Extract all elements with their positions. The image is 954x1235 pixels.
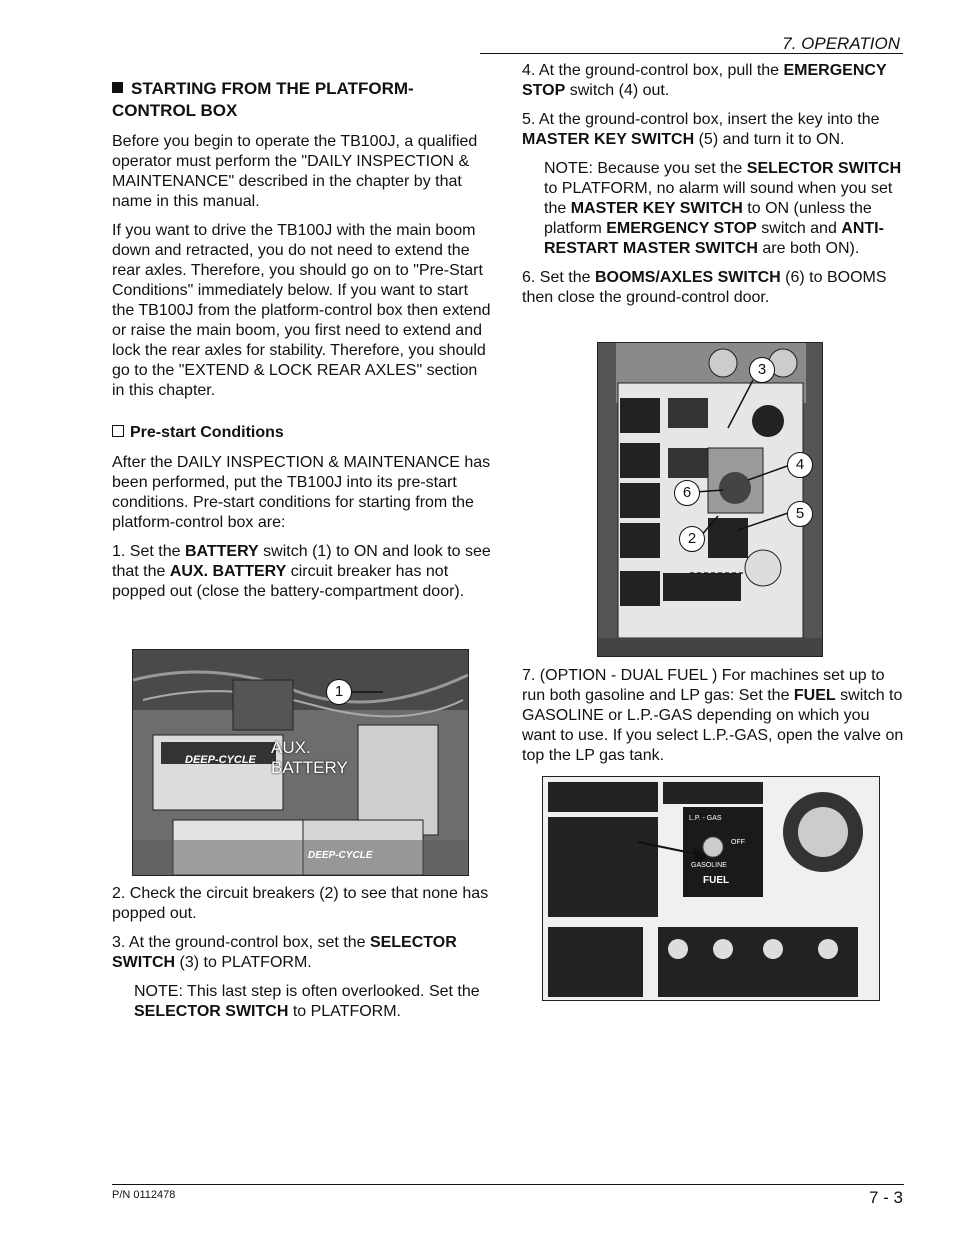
callout-2: 2 [679,526,705,552]
section-title: STARTING FROM THE PLATFORM-CONTROL BOX [112,79,414,120]
callout-4: 4 [787,452,813,478]
step-6: 6. Set the BOOMS/AXLES SWITCH (6) to BOOMS then close the ground-control door. [522,269,887,306]
step-4: 4. At the ground-control box, pull the EMERGENCY STOP switch (4) out. [522,62,887,99]
fuel-label: FUEL [703,875,730,886]
fuel-switch-image [543,777,879,1000]
lp-gas-label: L.P. - GAS [689,815,722,822]
section-header: 7. OPERATION [782,34,900,53]
note-2: NOTE: Because you set the SELECTOR SWITCH to PLATFORM, no alarm will sound when you set the MASTER KEY SWITCH to ON (unless the platform EMERGENCY STOP switch and ANTI-RESTART MASTER SWITCH are both ON). [544,160,902,257]
callout-1: 1 [326,679,352,705]
checkbox-square-icon [112,425,124,437]
right-column-lower [522,666,904,775]
callout-5: 5 [787,501,813,527]
off-label: OFF [731,839,745,846]
header-rule [480,53,903,54]
footer-rule [112,1184,904,1185]
gasoline-label: GASOLINE [691,862,727,869]
bullet-square-icon [112,82,123,93]
step-3: 3. At the ground-control box, set the SELECTOR SWITCH (3) to PLATFORM. [112,934,457,971]
step-5: 5. At the ground-control box, insert the key into the MASTER KEY SWITCH (5) and turn it to ON. [522,111,880,148]
axles-paragraph: If you want to drive the TB100J with the main boom down and retracted, you do not need to extend the rear axles. Therefore, you should go on to "Pre-Start Conditions" immediately below. If you want to start the TB100J from the platform-control box then extend or raise the main boom, you first need to extend and lock the rear axles for stability. Therefore, you should go to the "EXTEND & LOCK REAR AXLES" section in this chapter. [112,222,491,399]
step-7: 7. (OPTION - DUAL FUEL ) For machines set up to run both gasoline and LP gas: Set the FUEL switch to GASOLINE or L.P.-GAS depending on which you want to use. If you select L.P.-GAS, open the valve on top the LP gas tank. [522,667,904,764]
left-column-lower [112,884,492,1031]
intro-paragraph: Before you begin to operate the TB100J, a qualified operator must perform the "DAILY INSPECTION & MAINTENANCE" described in the chapter by that name in this manual. [112,133,478,210]
part-number: P/N 0112478 [112,1189,176,1201]
callout-leaders [598,343,822,656]
fuel-switch-photo [542,776,880,1001]
callout-leader [133,650,468,875]
battery-photo [132,649,469,876]
callout-3: 3 [749,357,775,383]
page-number: 7 - 3 [868,1188,903,1207]
battery-brand-label-2: DEEP-CYCLE [308,850,373,861]
prestart-paragraph: After the DAILY INSPECTION & MAINTENANCE has been performed, put the TB100J into its pre-start conditions. Pre-start conditions for starting from the platform-control box are: [112,454,491,531]
right-column [522,61,904,317]
aux-battery-label: AUX. BATTERY [271,738,348,777]
subsection-title: Pre-start Conditions [112,423,492,443]
step-2: 2. Check the circuit breakers (2) to see that none has popped out. [112,885,489,922]
battery-brand-label: DEEP-CYCLE [185,754,256,766]
note-1: NOTE: This last step is often overlooked. Set the SELECTOR SWITCH to PLATFORM. [134,983,480,1020]
left-column [112,78,492,611]
step-1: 1. Set the BATTERY switch (1) to ON and look to see that the AUX. BATTERY circuit breaker has not popped out (close the battery-compartment door). [112,543,491,600]
callout-6: 6 [674,480,700,506]
control-box-photo [597,342,823,657]
